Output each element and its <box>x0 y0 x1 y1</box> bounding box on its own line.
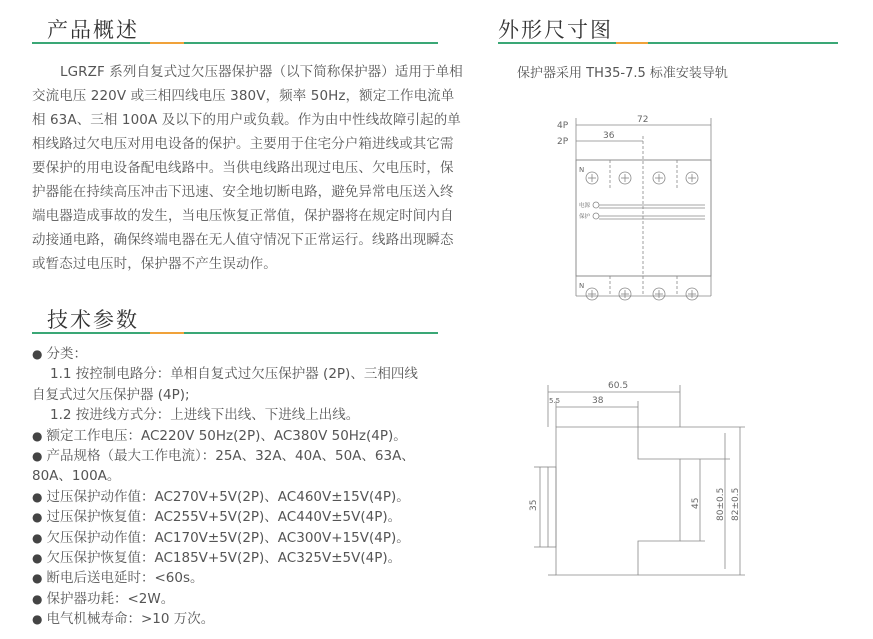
terminal-n-top: N <box>579 166 585 174</box>
bullet-icon: ● <box>32 347 43 361</box>
spec-item <box>32 528 472 548</box>
spec-item <box>32 589 472 609</box>
bullet-icon: ● <box>32 449 43 464</box>
spec-item-text: 断电后送电延时：<60s。 <box>46 570 204 587</box>
dim-width-4p: 72 <box>637 115 649 125</box>
spec-item-text: 自复式过欠压保护器 (4P); <box>32 386 190 403</box>
spec-item <box>32 568 472 588</box>
spec-item <box>32 344 472 364</box>
dimensions-title: 外形尺寸图 <box>498 18 613 42</box>
spec-item-text: 保护器功耗：<2W。 <box>46 590 175 607</box>
dimensions-title-underline <box>498 42 838 44</box>
spec-item-text: 欠压保护恢复值：AC185V+5V(2P)、AC325V±5V(4P)。 <box>46 550 402 567</box>
spec-item <box>32 609 472 629</box>
specs-list <box>32 344 472 630</box>
dim-face-height: 45 <box>691 497 701 509</box>
label-4p: 4P <box>557 121 569 131</box>
bullet-icon: ● <box>32 510 43 525</box>
overview-body: LGRZF 系列自复式过欠压器保护器（以下简称保护器）适用于单相交流电压 220V 或三相四线电压 380V，频率 50Hz，额定工作电流单相 63A、三相 100A 及以下的用户或负载。作为由中性线故障引起的单相线路过欠电压对用电设备的保护。主要用于住宅分户箱进线或其它需要保护的用电设备配电线路中。当供电线路出现过电压、欠电压时，保护器能在持续高压冲击下迅速、安全地切断电路，避免异常电压送入终端电器造成事故的发生，当电压恢复正常值，保护器将在规定时间内自动接通电路，确保终端电器在无人值守情况下正常运行。线路出现瞬态或暂态过电压时，保护器不产生误动作。 <box>32 64 463 272</box>
label-2p: 2P <box>557 137 569 147</box>
spec-item-text: 过压保护恢复值：AC255V+5V(2P)、AC440V±5V(4P)。 <box>46 509 402 526</box>
bullet-icon: ● <box>32 612 43 627</box>
overview-title-underline <box>32 42 438 44</box>
front-view-drawing <box>555 108 725 308</box>
spec-item-text: 欠压保护动作值：AC170V±5V(2P)、AC300V+15V(4P)。 <box>46 529 410 546</box>
dim-height-outer: 80±0.5 <box>716 487 726 521</box>
bullet-icon: ● <box>32 530 43 545</box>
spec-item-text: 电气机械寿命：>10 万次。 <box>46 611 215 628</box>
side-view-drawing <box>520 375 760 585</box>
spec-item <box>32 446 472 466</box>
spec-item <box>32 385 472 405</box>
spec-item-text: 额定工作电压：AC220V 50Hz(2P)、AC380V 50Hz(4P)。 <box>46 427 407 444</box>
spec-item <box>32 364 472 384</box>
indicator-protect-label: 保护 <box>579 214 591 220</box>
dim-depth-front: 38 <box>592 396 604 406</box>
bullet-icon: ● <box>32 551 43 566</box>
spec-item <box>32 466 472 486</box>
mount-note: 保护器采用 TH35-7.5 标准安装导轨 <box>517 66 728 81</box>
bullet-icon: ● <box>32 591 43 606</box>
dim-offset: 5.5 <box>549 397 561 405</box>
terminal-n-bottom: N <box>579 282 585 290</box>
spec-item <box>32 548 472 568</box>
spec-item <box>32 507 472 527</box>
spec-item-text: 1.1 按控制电路分：单相自复式过欠压保护器 (2P)、三相四线 <box>50 366 418 383</box>
spec-item-text: 过压保护动作值：AC270V+5V(2P)、AC460V±15V(4P)。 <box>46 488 410 505</box>
dim-depth-total: 60.5 <box>608 381 629 391</box>
dim-rail-height: 35 <box>529 499 539 511</box>
spec-item-text: 分类： <box>46 346 87 362</box>
spec-item-text: 80A、100A。 <box>32 468 121 485</box>
bullet-icon: ● <box>32 428 43 443</box>
specs-title: 技术参数 <box>47 308 139 332</box>
indicator-power-label: 电源 <box>579 203 591 209</box>
bullet-icon: ● <box>32 489 43 504</box>
bullet-icon: ● <box>32 571 43 586</box>
dim-height-total: 82±0.5 <box>731 487 741 521</box>
spec-item <box>32 487 472 507</box>
spec-item-text: 1.2 按进线方式分：上进线下出线、下进线上出线。 <box>50 407 360 424</box>
spec-item-text: 产品规格（最大工作电流）：25A、32A、40A、50A、63A、 <box>46 448 415 465</box>
dim-width-2p: 36 <box>603 131 615 141</box>
spec-item <box>32 426 472 446</box>
spec-item <box>32 405 472 425</box>
specs-title-underline <box>32 332 438 334</box>
overview-title: 产品概述 <box>47 18 139 42</box>
